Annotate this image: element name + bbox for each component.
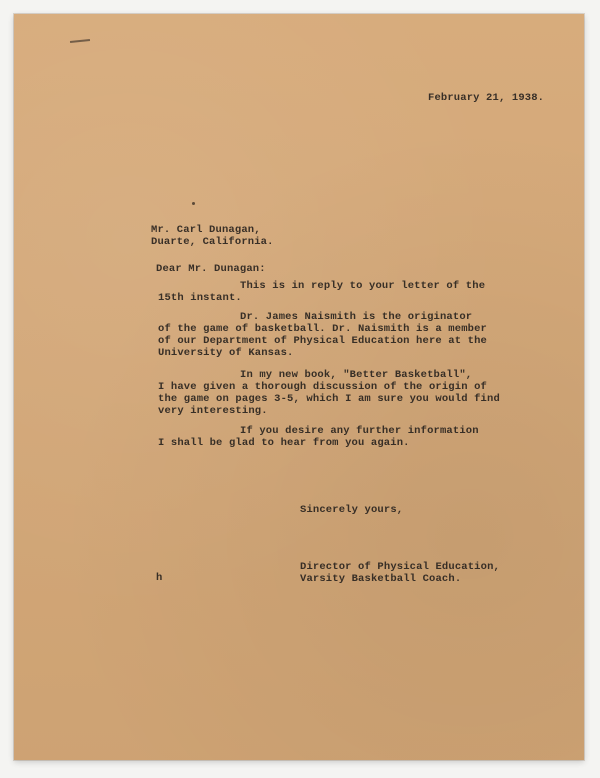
letter-date: February 21, 1938. xyxy=(428,92,545,104)
paper-speck xyxy=(192,202,195,205)
body-line: very interesting. xyxy=(158,405,268,417)
body-line: University of Kansas. xyxy=(158,347,294,359)
recipient-place: Duarte, California. xyxy=(151,236,274,248)
signature-line-1: Director of Physical Education, xyxy=(300,561,500,573)
recipient-name: Mr. Carl Dunagan, xyxy=(151,224,261,236)
body-line: I have given a thorough discussion of the origin of xyxy=(158,381,488,393)
body-line: If you desire any further information xyxy=(240,425,479,437)
closing: Sincerely yours, xyxy=(300,504,404,516)
typist-initials: h xyxy=(156,572,163,584)
body-line: 15th instant. xyxy=(158,292,242,304)
body-line: Dr. James Naismith is the originator xyxy=(240,311,473,323)
body-line: of the game of basketball. Dr. Naismith is a member xyxy=(158,323,488,335)
body-line: the game on pages 3-5, which I am sure you would find xyxy=(158,393,500,405)
body-line: of our Department of Physical Education here at the xyxy=(158,335,488,347)
body-line: In my new book, "Better Basketball", xyxy=(240,369,473,381)
salutation: Dear Mr. Dunagan: xyxy=(156,263,266,275)
body-line: This is in reply to your letter of the xyxy=(240,280,486,292)
body-line: I shall be glad to hear from you again. xyxy=(158,437,410,449)
signature-line-2: Varsity Basketball Coach. xyxy=(300,573,462,585)
